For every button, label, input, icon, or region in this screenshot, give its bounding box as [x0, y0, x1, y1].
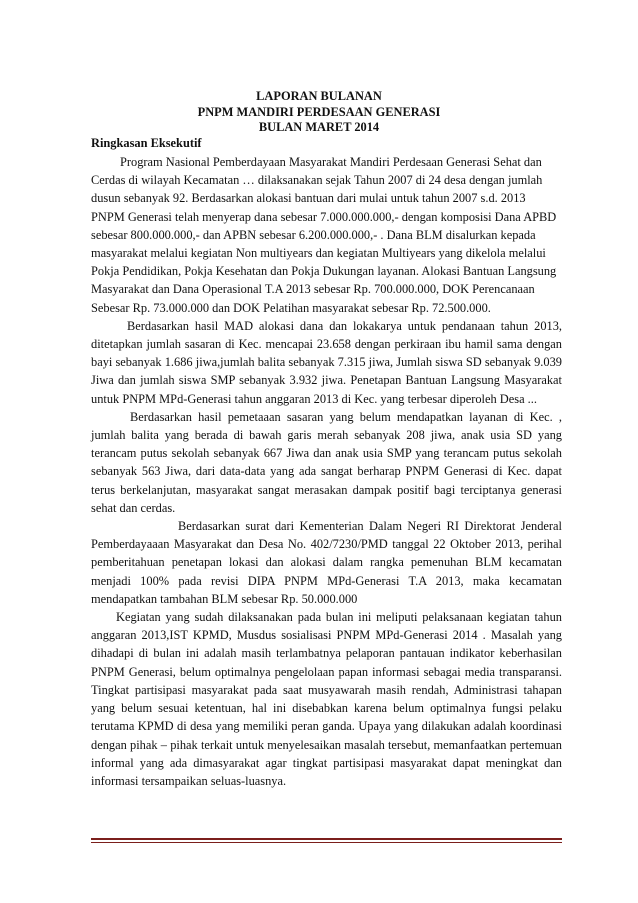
report-title: LAPORAN BULANAN [256, 89, 382, 103]
paragraph-monthly-activities: Kegiatan yang sudah dilaksanakan pada bulan ini meliputi pelaksanaan kegiatan tahun anggaran 2013,IST KPMD, Musdus sosialisasi PNPM MPd-Generasi 2014 . Masalah yang dihadapi di bulan ini adalah masih terlambatnya pelaporan pantauan indikator keberhasilan PNPM Generasi, belum optimalnya pengelolaan papan informasi sebagai media transparansi. Tingkat partisipasi masyarakat pada saat musyawarah masih rendah, Administrasi tahapan yang belum sesuai ketentuan, hal ini disebabkan karena belum optimalnya fungsi pelaku terutama KPMD di desa yang memiliki peran ganda. Upaya yang dilakukan adalah koordinasi dengan pihak – pihak terkait untuk menyelesaikan masalah tersebut, memanfaatkan pertemuan informal yang ada dimasyarakat agar tingkat partisipasi masyarakat dapat meningkat dan informasi tersampaikan seluas-luasnya. [91, 610, 562, 788]
executive-summary [91, 153, 562, 790]
report-period: BULAN MARET 2014 [258, 120, 380, 134]
paragraph-target-allocation: Berdasarkan hasil MAD alokasi dana dan lokakarya untuk pendanaan tahun 2013, ditetapkan jumlah sasaran di Kec. mencapai 23.658 dengan perkiraan ibu hamil sama dengan bayi sebanyak 1.686 jiwa,jumlah balita sebanyak 7.315 jiwa, Jumlah siswa SD sebanyak 9.039 Jiwa dan jumlah siswa SMP sebanyak 3.932 jiwa. Penetapan Bantuan Langsung Masyarakat untuk PNPM MPd-Generasi tahun anggaran 2013 di Kec. yang terbesar diperoleh Desa ... [91, 318, 562, 406]
paragraph-ministry-letter: Berdasarkan surat dari Kementerian Dalam Negeri RI Direktorat Jenderal Pemberdayaaan Masyarakat dan Desa No. 402/7230/PMD tanggal 22 Oktober 2013, perihal pemberitahuan penetapan lokasi dan alokasi dalam rangka pemenuhan BLM kecamatan menjadi 100% pada revisi DIPA PNPM MPd-Generasi T.A 2013, maka kecamatan mendapatkan tambahan BLM sebesar Rp. 50.000.000 [91, 519, 562, 606]
report-header [0, 89, 638, 136]
program-name: PNPM MANDIRI PERDESAAN GENERASI [197, 104, 441, 119]
section-heading: Ringkasan Eksekutif [91, 136, 202, 150]
footer-divider-thick [91, 838, 562, 840]
paragraph-program-overview: Program Nasional Pemberdayaan Masyarakat Mandiri Perdesaan Generasi Sehat dan Cerdas di wilayah Kecamatan … dilaksanakan sejak Tahun 2007 di 24 desa dengan jumlah dusun sebanyak 92. Berdasarkan alokasi bantuan dari mulai untuk tahun 2007 s.d. 2013 PNPM Generasi telah menyerap dana sebesar 7.000.000.000,- dengan komposisi Dana APBD sebesar 800.000.000,- dan APBN sebesar 6.200.000.000,- . Dana BLM disalurkan kepada masyarakat melalui kegiatan Non multiyears dan kegiatan Multiyears yang dikelola melalui Pokja Pendidikan, Pokja Kesehatan dan Pokja Dukungan layanan. Alokasi Bantuan Langsung Masyarakat dan Dana Operasional T.A 2013 sebesar Rp. 700.000.000, DOK Perencanaan Sebesar Rp. 73.000.000 dan DOK Pelatihan masyarakat sebesar Rp. 72.500.000. [91, 155, 557, 315]
paragraph-target-mapping: Berdasarkan hasil pemetaaan sasaran yang belum mendapatkan layanan di Kec. , jumlah balita yang berada di bawah garis merah sebanyak 208 jiwa, anak usia SD yang terancam putus sekolah sebanyak 667 Jiwa dan anak usia SMP yang terancam putus sekolah sebanyak 563 Jiwa, dari data-data yang ada sangat berharap PNPM Generasi di Kec. dapat terus berkelanjutan, masyarakat sangat merasakan dampak positif bagi terciptanya generasi sehat dan cerdas. [91, 409, 562, 515]
footer-divider-thin [91, 842, 562, 843]
